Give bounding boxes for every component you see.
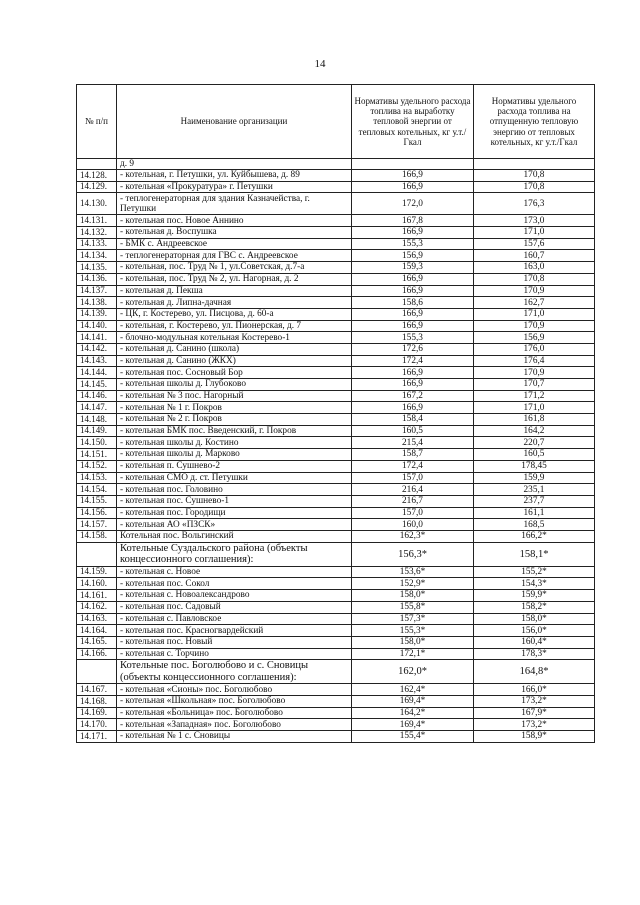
- row-number: 14.163.: [77, 613, 117, 625]
- norm-production-value: 166,9: [352, 379, 474, 391]
- norm-supplied-value: 170,9: [474, 285, 595, 297]
- row-number: 14.142.: [77, 343, 117, 355]
- norm-production-value: 172,4: [352, 355, 474, 367]
- table-row: [77, 590, 595, 602]
- norm-supplied-value: 167,9*: [474, 707, 595, 719]
- norm-production-value: 159,3: [352, 262, 474, 274]
- organization-name: - котельная БМК пос. Введенский, г. Покров: [117, 425, 352, 437]
- organization-name: - котельная СМО д. ст. Петушки: [117, 472, 352, 484]
- header-norm-production: Нормативы удельного расхода топлива на выработку тепловой энергии от тепловых котельных, кг у.т./Гкал: [352, 85, 474, 159]
- table-row: [77, 566, 595, 578]
- continuation-number-cell: [77, 159, 117, 170]
- table-row: [77, 578, 595, 590]
- row-number: 14.155.: [77, 495, 117, 507]
- organization-name: - котельная, пос. Труд № 1, ул.Советская, д.7-а: [117, 262, 352, 274]
- norm-supplied-value: 170,8: [474, 181, 595, 193]
- table-row: [77, 262, 595, 274]
- row-number: 14.157.: [77, 519, 117, 531]
- organization-name: - котельная д. Санино (школа): [117, 343, 352, 355]
- organization-name: - котельная п. Сушнево-2: [117, 460, 352, 472]
- organization-name: - блочно-модульная котельная Костерево-1: [117, 332, 352, 344]
- organization-name: - котельная пос. Сосновый Бор: [117, 367, 352, 379]
- norm-supplied-value: 160,4*: [474, 636, 595, 648]
- row-number: 14.150.: [77, 437, 117, 449]
- organization-name: - котельная с. Новоалександрово: [117, 590, 352, 602]
- norm-production-value: 166,9: [352, 227, 474, 239]
- row-number: 14.130.: [77, 193, 117, 215]
- norm-production-value: 162,4*: [352, 684, 474, 696]
- table-row: [77, 390, 595, 402]
- row-number: 14.141.: [77, 332, 117, 344]
- table-row: [77, 636, 595, 648]
- norm-production-value: 167,2: [352, 390, 474, 402]
- table-row: [77, 379, 595, 391]
- organization-name: - ЦК, г. Костерево, ул. Писцова, д. 60-а: [117, 308, 352, 320]
- norm-supplied-value: 176,0: [474, 343, 595, 355]
- norm-supplied-value: 156,0*: [474, 625, 595, 637]
- norm-production-value: 166,9: [352, 285, 474, 297]
- norm-production-value: 167,8: [352, 215, 474, 227]
- organization-name: - котельная «Сионы» пос. Боголюбово: [117, 684, 352, 696]
- organization-name: - котельная д. Липна-дачная: [117, 297, 352, 309]
- organization-name: - котельная пос. Сушнево-1: [117, 495, 352, 507]
- table-header-row: [77, 85, 595, 159]
- norm-supplied-value: 168,5: [474, 519, 595, 531]
- norm-production-value: 158,6: [352, 297, 474, 309]
- norm-production-value: 166,9: [352, 367, 474, 379]
- norm-production-value: 155,8*: [352, 601, 474, 613]
- row-number: 14.137.: [77, 285, 117, 297]
- norm-supplied-value: 157,6: [474, 238, 595, 250]
- row-number: 14.167.: [77, 684, 117, 696]
- norm-supplied-value: 171,0: [474, 227, 595, 239]
- norm-production-value: 153,6*: [352, 566, 474, 578]
- row-number: 14.168.: [77, 696, 117, 708]
- table-row: [77, 613, 595, 625]
- table-row: [77, 297, 595, 309]
- organization-name: - котельная «Школьная» пос. Боголюбово: [117, 696, 352, 708]
- table-row: [77, 343, 595, 355]
- norm-production-value: 172,0: [352, 193, 474, 215]
- table-row: [77, 238, 595, 250]
- row-number: 14.138.: [77, 297, 117, 309]
- norm-production-value: 157,0: [352, 472, 474, 484]
- organization-name: Котельные пос. Боголюбово и с. Сновицы (объекты концессионного соглашения):: [117, 660, 352, 684]
- row-number: 14.135.: [77, 262, 117, 274]
- norm-supplied-value: 173,2*: [474, 696, 595, 708]
- norm-supplied-value: 158,9*: [474, 731, 595, 743]
- row-number: 14.152.: [77, 460, 117, 472]
- norm-production-value: 155,3*: [352, 625, 474, 637]
- norm-production-value: 169,4*: [352, 696, 474, 708]
- norm-supplied-value: 170,9: [474, 367, 595, 379]
- row-number: 14.170.: [77, 719, 117, 731]
- organization-name: - котельная № 3 пос. Нагорный: [117, 390, 352, 402]
- table-row: [77, 320, 595, 332]
- organization-name: Котельная пос. Вольгинский: [117, 530, 352, 542]
- norm-supplied-value: 171,0: [474, 308, 595, 320]
- norm-supplied-value: 171,0: [474, 402, 595, 414]
- norm-production-value: 158,7: [352, 449, 474, 461]
- norm-production-value: 157,0: [352, 507, 474, 519]
- organization-name: - котельная, г. Костерево, ул. Пионерская, д. 7: [117, 320, 352, 332]
- table-row: [77, 227, 595, 239]
- norm-production-value: 166,9: [352, 320, 474, 332]
- fuel-norms-table: [76, 84, 595, 743]
- table-row: [77, 215, 595, 227]
- norm-production-value: 156,3*: [352, 542, 474, 566]
- table-group-row: [77, 542, 595, 566]
- norm-supplied-value: 235,1: [474, 484, 595, 496]
- norm-supplied-value: 170,9: [474, 320, 595, 332]
- norm-supplied-value: 164,2: [474, 425, 595, 437]
- table-row: [77, 696, 595, 708]
- norm-supplied-value: 170,8: [474, 170, 595, 182]
- row-number: 14.147.: [77, 402, 117, 414]
- row-number: 14.143.: [77, 355, 117, 367]
- row-number: 14.129.: [77, 181, 117, 193]
- organization-name: - котельная № 1 с. Сновицы: [117, 731, 352, 743]
- norm-production-value: 155,3: [352, 238, 474, 250]
- organization-name: - котельная № 2 г. Покров: [117, 414, 352, 426]
- norm-production-value: 158,0*: [352, 590, 474, 602]
- table-body: [77, 159, 595, 743]
- row-number: 14.158.: [77, 530, 117, 542]
- page-number: 14: [314, 58, 326, 70]
- norm-supplied-value: 178,3*: [474, 648, 595, 660]
- norm-production-value: 162,3*: [352, 530, 474, 542]
- table-row: [77, 273, 595, 285]
- header-organization: Наименование организации: [117, 85, 352, 159]
- norm-production-value: 166,9: [352, 170, 474, 182]
- norm-production-value: 166,9: [352, 402, 474, 414]
- row-number: 14.160.: [77, 578, 117, 590]
- table-row: [77, 719, 595, 731]
- header-norm-supplied: Нормативы удельного расхода топлива на отпущенную тепловую энергию от тепловых котельных, кг у.т./Гкал: [474, 85, 595, 159]
- table-row: [77, 449, 595, 461]
- norm-production-value: 216,7: [352, 495, 474, 507]
- table-row: [77, 648, 595, 660]
- organization-name: - котельная пос. Красногвардейский: [117, 625, 352, 637]
- row-number: [77, 660, 117, 684]
- norm-supplied-value: 158,1*: [474, 542, 595, 566]
- norm-production-value: 216,4: [352, 484, 474, 496]
- row-number: 14.169.: [77, 707, 117, 719]
- norm-supplied-value: 158,0*: [474, 613, 595, 625]
- table-row: [77, 332, 595, 344]
- norm-supplied-value: 158,2*: [474, 601, 595, 613]
- row-number: 14.149.: [77, 425, 117, 437]
- organization-name: - котельная пос. Садовый: [117, 601, 352, 613]
- table-row: [77, 193, 595, 215]
- organization-name: - котельная пос. Сокол: [117, 578, 352, 590]
- norm-production-value: 172,6: [352, 343, 474, 355]
- norm-supplied-value: 173,0: [474, 215, 595, 227]
- continuation-row: [77, 159, 595, 170]
- row-number: 14.148.: [77, 414, 117, 426]
- organization-name: Котельные Суздальского района (объекты концессионного соглашения):: [117, 542, 352, 566]
- table-row: [77, 495, 595, 507]
- continuation-v2-cell: [474, 159, 595, 170]
- norm-production-value: 215,4: [352, 437, 474, 449]
- row-number: 14.139.: [77, 308, 117, 320]
- organization-name: - БМК с. Андреевское: [117, 238, 352, 250]
- organization-name: - котельная, пос. Труд № 2, ул. Нагорная, д. 2: [117, 273, 352, 285]
- row-number: 14.151.: [77, 449, 117, 461]
- norm-supplied-value: 164,8*: [474, 660, 595, 684]
- table-row: [77, 402, 595, 414]
- organization-name: - котельная школы д. Марково: [117, 449, 352, 461]
- table-row: [77, 425, 595, 437]
- norm-supplied-value: 166,2*: [474, 530, 595, 542]
- norm-supplied-value: 166,0*: [474, 684, 595, 696]
- table-row: [77, 437, 595, 449]
- norm-supplied-value: 163,0: [474, 262, 595, 274]
- row-number: 14.161.: [77, 590, 117, 602]
- norm-supplied-value: 160,7: [474, 250, 595, 262]
- norm-supplied-value: 161,1: [474, 507, 595, 519]
- organization-name: - котельная с. Павловское: [117, 613, 352, 625]
- norm-production-value: 166,9: [352, 181, 474, 193]
- organization-name: - котельная «Западная» пос. Боголюбово: [117, 719, 352, 731]
- norm-production-value: 156,9: [352, 250, 474, 262]
- row-number: 14.146.: [77, 390, 117, 402]
- row-number: 14.154.: [77, 484, 117, 496]
- organization-name: - котельная «Прокуратура» г. Петушки: [117, 181, 352, 193]
- norm-production-value: 172,4: [352, 460, 474, 472]
- row-number: 14.164.: [77, 625, 117, 637]
- organization-name: - котельная школы д. Глубоково: [117, 379, 352, 391]
- row-number: 14.145.: [77, 379, 117, 391]
- norm-supplied-value: 155,2*: [474, 566, 595, 578]
- row-number: 14.144.: [77, 367, 117, 379]
- organization-name: - котельная пос. Новое Аннино: [117, 215, 352, 227]
- norm-supplied-value: 170,7: [474, 379, 595, 391]
- organization-name: - котельная пос. Головино: [117, 484, 352, 496]
- row-number: 14.131.: [77, 215, 117, 227]
- table-row: [77, 472, 595, 484]
- organization-name: - котельная пос. Новый: [117, 636, 352, 648]
- header-number: № п/п: [77, 85, 117, 159]
- table-row: [77, 250, 595, 262]
- norm-production-value: 166,9: [352, 308, 474, 320]
- organization-name: - котельная АО «ПЗСК»: [117, 519, 352, 531]
- norm-production-value: 158,4: [352, 414, 474, 426]
- table-row: [77, 707, 595, 719]
- organization-name: - котельная д. Воспушка: [117, 227, 352, 239]
- norm-production-value: 166,9: [352, 273, 474, 285]
- organization-name: - котельная, г. Петушки, ул. Куйбышева, д. 89: [117, 170, 352, 182]
- norm-production-value: 157,3*: [352, 613, 474, 625]
- norm-supplied-value: 173,2*: [474, 719, 595, 731]
- organization-name: - котельная д. Санино (ЖКХ): [117, 355, 352, 367]
- row-number: 14.132.: [77, 227, 117, 239]
- continuation-text: д. 9: [117, 159, 352, 170]
- norm-supplied-value: 154,3*: [474, 578, 595, 590]
- norm-production-value: 155,3: [352, 332, 474, 344]
- organization-name: - теплогенераторная для здания Казначейства, г. Петушки: [117, 193, 352, 215]
- norm-supplied-value: 237,7: [474, 495, 595, 507]
- row-number: 14.136.: [77, 273, 117, 285]
- row-number: 14.133.: [77, 238, 117, 250]
- row-number: 14.159.: [77, 566, 117, 578]
- table-row: [77, 519, 595, 531]
- table-row: [77, 460, 595, 472]
- norm-supplied-value: 159,9: [474, 472, 595, 484]
- row-number: 14.171.: [77, 731, 117, 743]
- norm-supplied-value: 176,4: [474, 355, 595, 367]
- table-row: [77, 367, 595, 379]
- row-number: [77, 542, 117, 566]
- table-row: [77, 601, 595, 613]
- organization-name: - котельная пос. Городищи: [117, 507, 352, 519]
- table-row: [77, 308, 595, 320]
- table-row: [77, 414, 595, 426]
- norm-supplied-value: 162,7: [474, 297, 595, 309]
- norm-production-value: 162,0*: [352, 660, 474, 684]
- row-number: 14.156.: [77, 507, 117, 519]
- organization-name: - котельная с. Новое: [117, 566, 352, 578]
- norm-production-value: 158,0*: [352, 636, 474, 648]
- norm-production-value: 164,2*: [352, 707, 474, 719]
- organization-name: - котельная № 1 г. Покров: [117, 402, 352, 414]
- table-row: [77, 181, 595, 193]
- row-number: 14.162.: [77, 601, 117, 613]
- table-row: [77, 285, 595, 297]
- continuation-v1-cell: [352, 159, 474, 170]
- norm-supplied-value: 176,3: [474, 193, 595, 215]
- norm-supplied-value: 171,2: [474, 390, 595, 402]
- table-row: [77, 530, 595, 542]
- table-group-row: [77, 660, 595, 684]
- table-row: [77, 684, 595, 696]
- organization-name: - котельная д. Пекша: [117, 285, 352, 297]
- row-number: 14.153.: [77, 472, 117, 484]
- table-row: [77, 625, 595, 637]
- organization-name: - котельная школы д. Костино: [117, 437, 352, 449]
- norm-production-value: 155,4*: [352, 731, 474, 743]
- norm-production-value: 160,5: [352, 425, 474, 437]
- row-number: 14.165.: [77, 636, 117, 648]
- table-row: [77, 507, 595, 519]
- norm-production-value: 160,0: [352, 519, 474, 531]
- row-number: 14.166.: [77, 648, 117, 660]
- norm-supplied-value: 161,8: [474, 414, 595, 426]
- norm-supplied-value: 170,8: [474, 273, 595, 285]
- norm-supplied-value: 160,5: [474, 449, 595, 461]
- norm-production-value: 169,4*: [352, 719, 474, 731]
- table-row: [77, 355, 595, 367]
- organization-name: - теплогенераторная для ГВС с. Андреевское: [117, 250, 352, 262]
- organization-name: - котельная «Больница» пос. Боголюбово: [117, 707, 352, 719]
- norm-production-value: 152,9*: [352, 578, 474, 590]
- norm-supplied-value: 156,9: [474, 332, 595, 344]
- organization-name: - котельная с. Торчино: [117, 648, 352, 660]
- table-row: [77, 484, 595, 496]
- row-number: 14.134.: [77, 250, 117, 262]
- norm-supplied-value: 220,7: [474, 437, 595, 449]
- table-row: [77, 731, 595, 743]
- norm-production-value: 172,1*: [352, 648, 474, 660]
- norm-supplied-value: 159,9*: [474, 590, 595, 602]
- table-row: [77, 170, 595, 182]
- row-number: 14.140.: [77, 320, 117, 332]
- norm-supplied-value: 178,45: [474, 460, 595, 472]
- row-number: 14.128.: [77, 170, 117, 182]
